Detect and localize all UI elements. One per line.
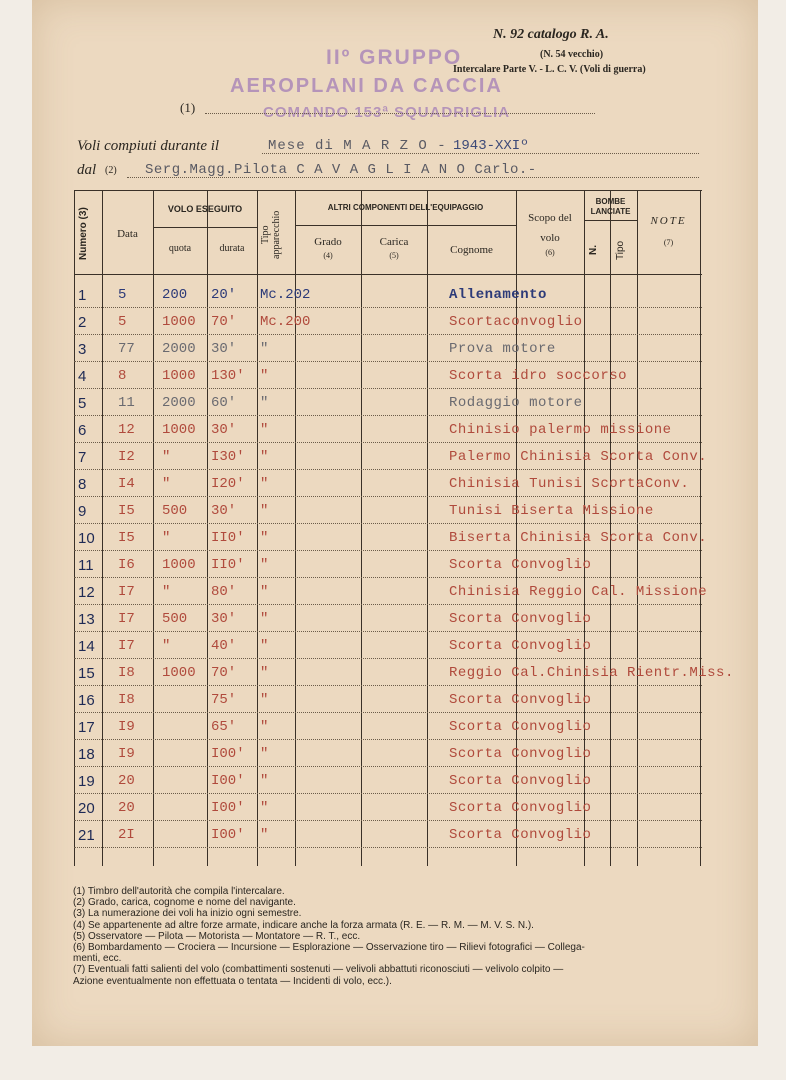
row-quota: " <box>162 530 171 546</box>
row-quota: 1000 <box>162 557 196 573</box>
row-scopo: Scorta Convoglio <box>449 746 592 762</box>
row-durata: II0' <box>211 530 245 546</box>
row-scopo: Chinisia Tunisi ScortaConv. <box>449 476 690 492</box>
row-durata: 30' <box>211 341 237 357</box>
row-date: I7 <box>118 584 135 600</box>
row-scopo: Scorta Convoglio <box>449 827 592 843</box>
header-durata: durata <box>219 243 245 254</box>
row-tipo-apparecchio: " <box>260 476 269 492</box>
row-date: I7 <box>118 638 135 654</box>
row-date: 11 <box>118 395 135 411</box>
row-date: I8 <box>118 692 135 708</box>
footnotes <box>73 886 713 987</box>
row-date: 5 <box>118 314 127 330</box>
row-durata: 70' <box>211 665 237 681</box>
row-durata: 65' <box>211 719 237 735</box>
row-date: 5 <box>118 287 127 303</box>
header-grado-ref: (4) <box>323 251 333 260</box>
row-number: 6 <box>78 422 87 439</box>
row-date: I7 <box>118 611 135 627</box>
row-tipo-apparecchio: " <box>260 584 269 600</box>
dal-note: (2) <box>105 165 117 176</box>
row-quota: " <box>162 638 171 654</box>
row-tipo-apparecchio: " <box>260 395 269 411</box>
row-number: 19 <box>78 773 95 790</box>
row-quota: 1000 <box>162 422 196 438</box>
dal-label: dal <box>77 162 97 178</box>
row-date: 2I <box>118 827 135 843</box>
row-date: 20 <box>118 800 135 816</box>
header-altri-componenti: ALTRI COMPONENTI DELL'EQUIPAGGIO <box>327 203 484 212</box>
row-divider <box>74 766 702 767</box>
row-tipo-apparecchio: " <box>260 746 269 762</box>
header-volo-eseguito: VOLO ESEGUITO <box>167 204 243 214</box>
pilot-name: Serg.Magg.Pilota C A V A G L I A N O Carlo.- <box>145 162 537 178</box>
row-divider <box>74 847 702 848</box>
row-durata: 60' <box>211 395 237 411</box>
row-number: 17 <box>78 719 95 736</box>
row-divider <box>74 820 702 821</box>
row-scopo: Scorta Convoglio <box>449 773 592 789</box>
row-quota: 1000 <box>162 665 196 681</box>
row-durata: II0' <box>211 557 245 573</box>
row-durata: 70' <box>211 314 237 330</box>
row-scopo: Prova motore <box>449 341 556 357</box>
row-tipo-apparecchio: Mc.200 <box>260 314 311 330</box>
header-bombe: BOMBE LANCIATE <box>590 197 631 216</box>
row-tipo-apparecchio: " <box>260 719 269 735</box>
row-date: 12 <box>118 422 135 438</box>
row-scopo: Palermo Chinisia Scorta Conv. <box>449 449 708 465</box>
header-note: NOTE <box>650 215 687 227</box>
row-tipo-apparecchio: " <box>260 368 269 384</box>
row-number: 16 <box>78 692 95 709</box>
row-quota: " <box>162 584 171 600</box>
row-tipo-apparecchio: " <box>260 422 269 438</box>
footnote-5: (5) Osservatore — Pilota — Motorista — Montatore — R. T., ecc. <box>73 930 361 942</box>
row-date: I8 <box>118 665 135 681</box>
header-grado: Grado <box>314 236 342 248</box>
row-scopo: Scorta Convoglio <box>449 638 592 654</box>
footnote-6: (6) Bombardamento — Crociera — Incursione — Esplorazione — Osservazione tiro — Rilievi fotografici — Collega- <box>73 942 585 954</box>
row-scopo: Reggio Cal.Chinisia Rientr.Miss. <box>449 665 734 681</box>
header-data: Data <box>117 228 138 240</box>
row-tipo-apparecchio: " <box>260 530 269 546</box>
row-date: I5 <box>118 503 135 519</box>
header-numero: Numero (3) <box>78 207 89 261</box>
row-quota: 1000 <box>162 368 196 384</box>
row-scopo: Scorta Convoglio <box>449 692 592 708</box>
row-durata: I00' <box>211 773 245 789</box>
row-scopo: Scorta Convoglio <box>449 800 592 816</box>
row-tipo-apparecchio: " <box>260 638 269 654</box>
row-durata: I00' <box>211 800 245 816</box>
stamp-line-3: COMANDO 153ª SQUADRIGLIA <box>263 104 511 121</box>
row-tipo-apparecchio: " <box>260 665 269 681</box>
footnote-7-cont: Azione eventualmente non effettuata o tentata — Incidenti di volo, ecc.). <box>73 975 392 987</box>
row-divider <box>74 442 702 443</box>
row-quota: " <box>162 449 171 465</box>
row-number: 10 <box>78 530 95 547</box>
row-number: 11 <box>78 557 94 574</box>
row-durata: 30' <box>211 611 237 627</box>
row-durata: I30' <box>211 449 245 465</box>
row-divider <box>74 712 702 713</box>
row-number: 15 <box>78 665 95 682</box>
row-date: I9 <box>118 746 135 762</box>
row-divider <box>74 631 702 632</box>
row-tipo-apparecchio: " <box>260 449 269 465</box>
header-carica: Carica <box>379 236 409 248</box>
row-number: 9 <box>78 503 87 520</box>
row-durata: 30' <box>211 422 237 438</box>
row-quota: 500 <box>162 611 188 627</box>
header-cognome: Cognome <box>450 244 493 256</box>
row-date: 8 <box>118 368 127 384</box>
row-durata: I00' <box>211 827 245 843</box>
row-scopo: Biserta Chinisia Scorta Conv. <box>449 530 708 546</box>
row-quota: " <box>162 476 171 492</box>
row-scopo: Allenamento <box>449 287 547 303</box>
footnote-2: (2) Grado, carica, cognome e nome del navigante. <box>73 897 296 909</box>
footnote-ref-1: (1) <box>180 100 196 115</box>
intercalare-label: Intercalare Parte V. - L. C. V. (Voli di guerra) <box>453 64 646 75</box>
row-number: 14 <box>78 638 95 655</box>
header-quota: quota <box>168 243 192 254</box>
row-number: 2 <box>78 314 87 331</box>
row-divider <box>74 523 702 524</box>
footnote-7: (7) Eventuali fatti salienti del volo (combattimenti sostenuti — velivoli abbattuti riconosciuti — velivolo colpito — <box>73 964 564 976</box>
footnote-1: (1) Timbro dell'autorità che compila l'intercalare. <box>73 886 285 897</box>
row-number: 18 <box>78 746 95 763</box>
row-divider <box>74 388 702 389</box>
row-date: 20 <box>118 773 135 789</box>
row-divider <box>74 685 702 686</box>
row-number: 1 <box>78 287 87 304</box>
row-scopo: Scortaconvoglio <box>449 314 583 330</box>
row-scopo: Chinisio palermo missione <box>449 422 672 438</box>
row-durata: 30' <box>211 503 237 519</box>
row-divider <box>74 550 702 551</box>
stamp-line-2: AEROPLANI DA CACCIA <box>230 75 503 97</box>
row-tipo-apparecchio: " <box>260 611 269 627</box>
row-durata: 80' <box>211 584 237 600</box>
row-tipo-apparecchio: " <box>260 692 269 708</box>
catalog-sub: (N. 54 vecchio) <box>540 49 604 60</box>
row-number: 12 <box>78 584 95 601</box>
row-number: 8 <box>78 476 87 493</box>
row-divider <box>74 496 702 497</box>
row-divider <box>74 469 702 470</box>
voli-label: Voli compiuti durante il <box>77 138 220 154</box>
header-tipo-apparecchio: Tipo apparecchio <box>260 210 282 260</box>
row-quota: 200 <box>162 287 188 303</box>
row-divider <box>74 604 702 605</box>
row-quota: 2000 <box>162 395 196 411</box>
catalog-number: N. 92 catalogo R. A. <box>493 27 609 42</box>
row-tipo-apparecchio: " <box>260 773 269 789</box>
row-date: I9 <box>118 719 135 735</box>
row-date: I2 <box>118 449 135 465</box>
row-number: 21 <box>78 827 95 844</box>
row-number: 5 <box>78 395 87 412</box>
row-divider <box>74 658 702 659</box>
row-number: 13 <box>78 611 95 628</box>
row-durata: 20' <box>211 287 237 303</box>
row-divider <box>74 739 702 740</box>
row-quota: 1000 <box>162 314 196 330</box>
month-field: Mese di M A R Z O - <box>268 138 447 154</box>
stamp-line-1: IIº GRUPPO <box>326 46 463 69</box>
row-tipo-apparecchio: " <box>260 341 269 357</box>
row-date: I6 <box>118 557 135 573</box>
header-carica-ref: (5) <box>389 251 399 260</box>
row-number: 7 <box>78 449 87 466</box>
row-number: 3 <box>78 341 87 358</box>
row-durata: 75' <box>211 692 237 708</box>
row-tipo-apparecchio: " <box>260 503 269 519</box>
row-scopo: Scorta Convoglio <box>449 557 592 573</box>
header-note-ref: (7) <box>663 238 674 247</box>
footnote-6-cont: menti, ecc. <box>73 953 122 965</box>
row-date: I4 <box>118 476 135 492</box>
footnote-4: (4) Se appartenente ad altre forze armate, indicare anche la forza armata (R. E. — R. M. — M. V. S. N.). <box>73 919 534 931</box>
row-divider <box>74 361 702 362</box>
header-scopo-ref: (6) <box>545 248 555 257</box>
year-field: 1943-XXIº <box>453 138 529 154</box>
row-divider <box>74 307 702 308</box>
row-scopo: Chinisia Reggio Cal. Missione <box>449 584 708 600</box>
header-bombe-tipo: Tipo <box>615 240 626 260</box>
row-scopo: Rodaggio motore <box>449 395 583 411</box>
header-bombe-n: N. <box>588 245 599 255</box>
row-durata: I00' <box>211 746 245 762</box>
row-scopo: Scorta Convoglio <box>449 719 592 735</box>
row-tipo-apparecchio: " <box>260 557 269 573</box>
row-divider <box>74 334 702 335</box>
row-date: 77 <box>118 341 135 357</box>
stamp-line <box>205 113 595 114</box>
row-quota: 2000 <box>162 341 196 357</box>
row-divider <box>74 793 702 794</box>
row-scopo: Scorta idro soccorso <box>449 368 628 384</box>
row-number: 4 <box>78 368 87 385</box>
header-scopo: Scopo del volo <box>528 212 572 244</box>
row-durata: 40' <box>211 638 237 654</box>
row-tipo-apparecchio: " <box>260 827 269 843</box>
row-date: I5 <box>118 530 135 546</box>
row-tipo-apparecchio: " <box>260 800 269 816</box>
row-tipo-apparecchio: Mc.202 <box>260 287 311 303</box>
row-number: 20 <box>78 800 95 817</box>
row-divider <box>74 577 702 578</box>
row-quota: 500 <box>162 503 188 519</box>
row-durata: 130' <box>211 368 245 384</box>
row-scopo: Tunisi Biserta Missione <box>449 503 654 519</box>
row-durata: I20' <box>211 476 245 492</box>
flight-log-table <box>74 190 734 866</box>
footnote-3: (3) La numerazione dei voli ha inizio ogni semestre. <box>73 908 302 920</box>
row-divider <box>74 415 702 416</box>
row-scopo: Scorta Convoglio <box>449 611 592 627</box>
